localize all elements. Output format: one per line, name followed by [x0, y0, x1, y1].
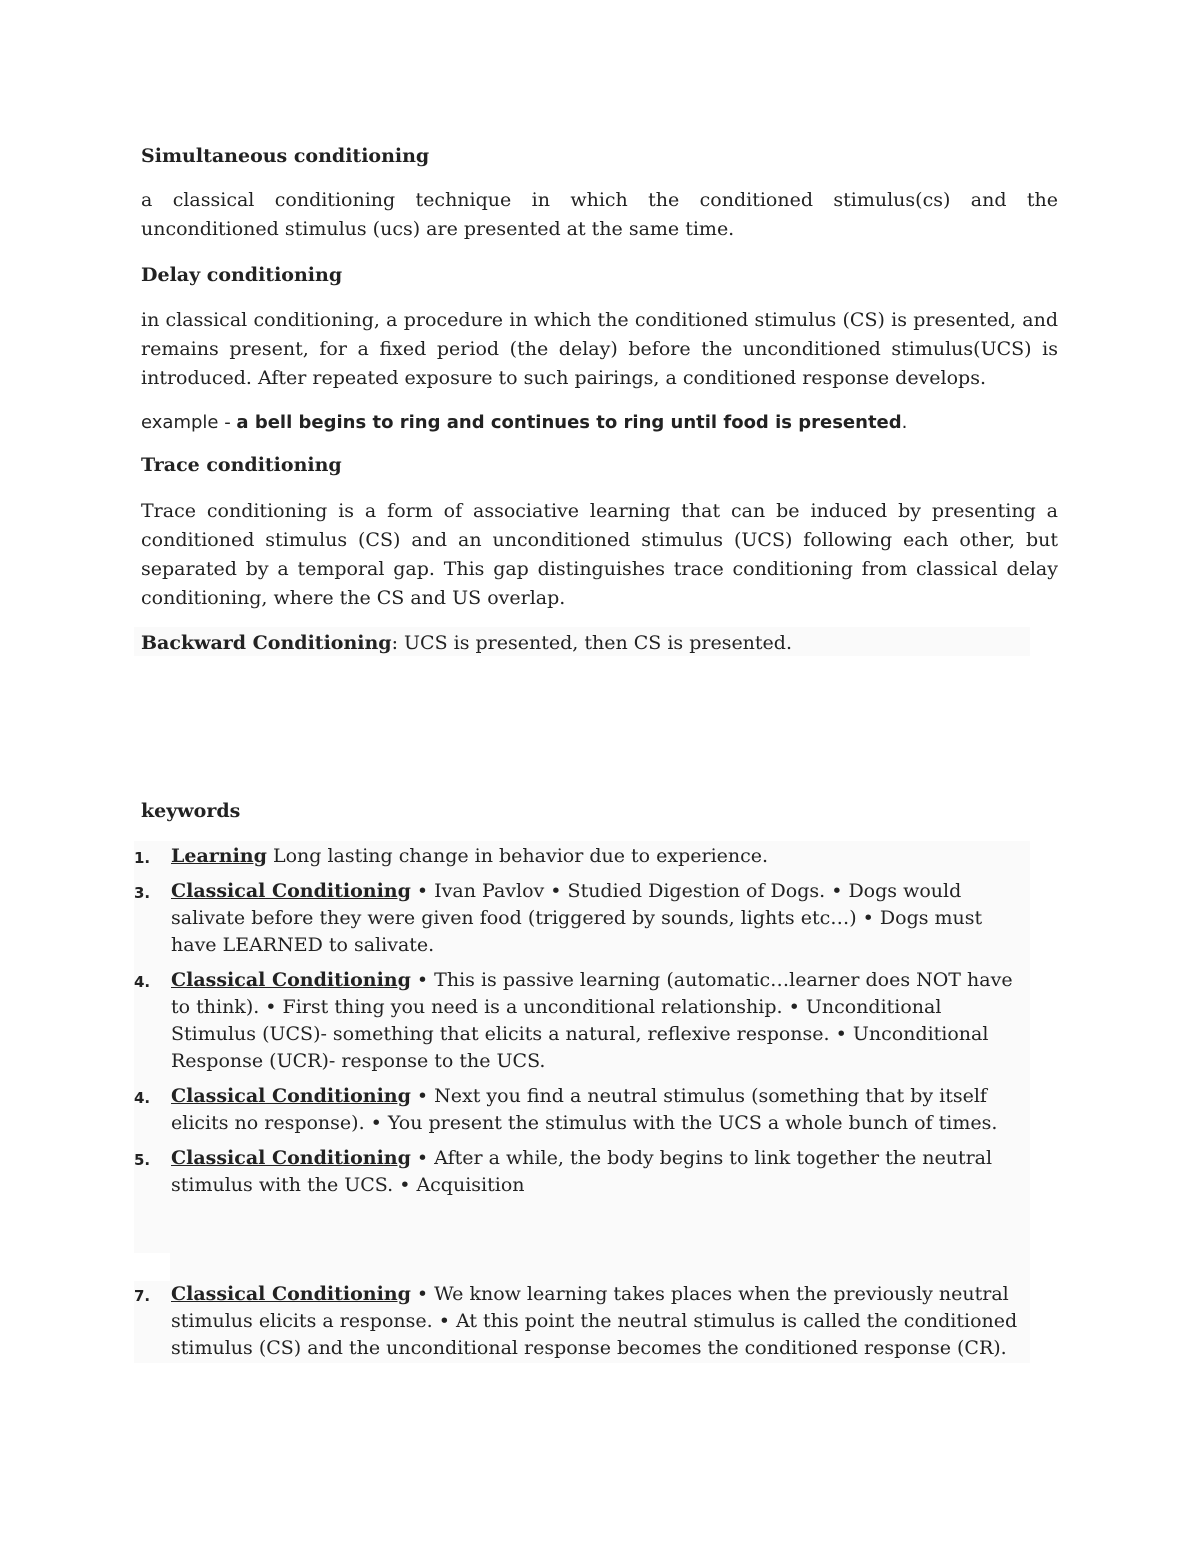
delay-heading: Delay conditioning: [141, 264, 343, 286]
trace-body: Trace conditioning is a form of associative learning that can be induced by presenting a conditioned stimulus (CS) and an unconditioned stimulus (UCS) following each other, but separated by a temporal gap. This gap distinguishes trace conditioning from classical delay conditioning, where the CS and US overlap.: [141, 500, 1058, 609]
keyword-text: [171, 1281, 1026, 1362]
keyword-description: • This is passive learning (automatic…learner does NOT have to think). • First thing you need is a unconditional relationship. • Unconditional Stimulus (UCS)- something that elicits a natural, reflexive response. • Unconditional Response (UCR)- response to the UCS.: [171, 969, 1013, 1072]
keyword-number: 3.: [134, 884, 151, 902]
example-text: a bell begins to ring and continues to ring until food is presented: [236, 412, 902, 433]
simultaneous-body: a classical conditioning technique in which the conditioned stimulus(cs) and the unconditioned stimulus (ucs) are presented at the same time.: [141, 189, 1058, 240]
keyword-term: Classical Conditioning: [171, 880, 411, 902]
keyword-number: 7.: [134, 1287, 151, 1305]
keyword-text: [171, 843, 1026, 870]
simultaneous-heading: Simultaneous conditioning: [141, 145, 430, 167]
keywords-gap-band: [134, 1199, 170, 1253]
keyword-description: • After a while, the body begins to link together the neutral stimulus with the UCS. • Acquisition: [171, 1147, 993, 1196]
keyword-number: 5.: [134, 1151, 151, 1169]
keyword-number: 1.: [134, 849, 151, 867]
delay-example: [141, 408, 1058, 437]
keyword-number: 4.: [134, 973, 151, 991]
keyword-number: 4.: [134, 1089, 151, 1107]
keyword-description: • Ivan Pavlov • Studied Digestion of Dogs. • Dogs would salivate before they were given food (triggered by sounds, lights etc…) • Dogs must have LEARNED to salivate.: [171, 880, 983, 956]
keywords-heading: keywords: [141, 800, 241, 822]
example-suffix: .: [901, 412, 908, 433]
keyword-description: • Next you find a neutral stimulus (something that by itself elicits no response). • You present the stimulus with the UCS a whole bunch of times.: [171, 1085, 998, 1134]
keyword-text: [171, 1145, 1026, 1199]
backward-heading: Backward Conditioning: [141, 632, 392, 654]
example-prefix: example -: [141, 412, 237, 433]
trace-heading: Trace conditioning: [141, 454, 342, 476]
keyword-text: [171, 878, 1026, 959]
keywords-gap-band-right: [170, 1199, 1030, 1281]
backward-line: [141, 629, 1058, 658]
keyword-term: Classical Conditioning: [171, 1147, 411, 1169]
keyword-description: • We know learning takes places when the previously neutral stimulus elicits a response. • At this point the neutral stimulus is called the conditioned stimulus (CS) and the unconditional response becomes the conditioned response (CR).: [171, 1283, 1018, 1359]
keyword-text: [171, 1083, 1026, 1137]
delay-body: in classical conditioning, a procedure in which the conditioned stimulus (CS) is presented, and remains present, for a fixed period (the delay) before the unconditioned stimulus(UCS) is introduced. After repeated exposure to such pairings, a conditioned response develops.: [141, 309, 1058, 389]
keyword-description: Long lasting change in behavior due to experience.: [266, 845, 769, 867]
backward-body: : UCS is presented, then CS is presented.: [391, 632, 793, 654]
keyword-term: Learning: [171, 845, 267, 867]
keyword-term: Classical Conditioning: [171, 1085, 411, 1107]
keyword-text: [171, 967, 1026, 1075]
keyword-term: Classical Conditioning: [171, 969, 411, 991]
keyword-term: Classical Conditioning: [171, 1283, 411, 1305]
